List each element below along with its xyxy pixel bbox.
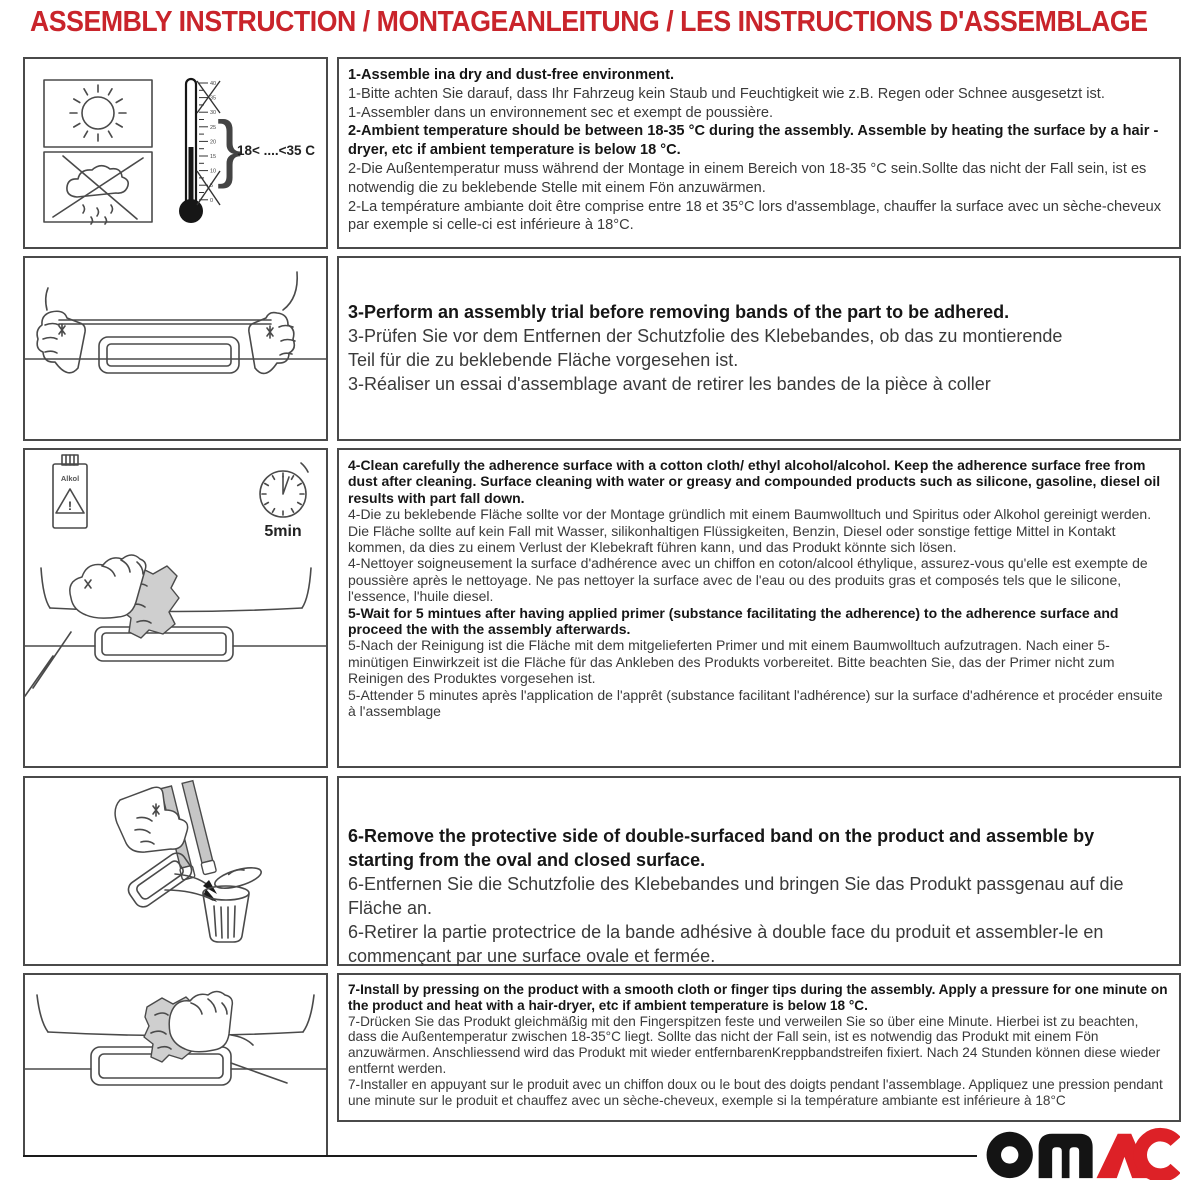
instructions-step-7 <box>337 973 1181 1122</box>
thermometer-icon <box>179 79 315 223</box>
svg-text:0: 0 <box>210 197 214 204</box>
illustration-assembly-trial <box>23 256 328 441</box>
svg-text:20: 20 <box>210 139 217 146</box>
instruction-text: 4-Nettoyer soigneusement la surface d'adhérence avec un chiffon en coton/alcool éthylique, assurez-vous qu'elle est exempte de poussière après le nettoyage. Ne pas nettoyer la surface avec de l'eau ou des produits gras et composés tels que le silicone, l'essence, l'huile diesel. <box>348 555 1148 605</box>
remove-band-drawing <box>25 778 326 964</box>
instruction-text: 3-Perform an assembly trial before removing bands of the part to be adhered. <box>348 302 1010 322</box>
logo-letter-m <box>1039 1134 1093 1178</box>
svg-text:35: 35 <box>210 95 217 102</box>
omac-logo <box>986 1126 1180 1180</box>
alcohol-bottle-icon <box>53 455 87 528</box>
svg-text:40: 40 <box>210 81 217 87</box>
illustration-press-product <box>23 973 328 1157</box>
instruction-text: 5-Nach der Reinigung ist die Fläche mit dem mitgelieferten Primer und mit einem Baumwolltuch aufzutragen. Nach einer 5-minütigen Einwirkzeit ist die Fläche für das Ankleben des Produkts vorbereitet. Bitte beachten Sie, das der Primer nicht zum Reinigen des Produktes vorgesehen ist. <box>348 637 1115 687</box>
svg-text:15: 15 <box>210 154 217 160</box>
instruction-text: 5-Attender 5 minutes après l'application de l'apprêt (substance facilitant l'adhérence) sur la surface d'adhérence et procéder ensuite à l'assemblage <box>348 686 1163 720</box>
illustration-clean-surface <box>23 448 328 768</box>
instructions-step-6 <box>337 776 1181 966</box>
product-piece <box>125 850 195 911</box>
clock-icon <box>260 463 308 540</box>
temperature-range-label: 18< ....<35 C <box>237 143 316 158</box>
instruction-text: 1-Assemble ina dry and dust-free environment. <box>348 67 675 83</box>
trash-can-icon <box>203 864 263 942</box>
instruction-text: 7-Drücken Sie das Produkt gleichmäßig mit den Fingerspitzen feste und verweilen Sie so über eine Minute. Hierbei ist zu beachten, dass die Außentemperatur zwischen 18-35°C liegt. Sollte das nicht der Fall sein, ist es notwendig das Produkt mit einem Fön anzuwärmen. Anschliessend wird das Produkt mit wieder entfernbarenKreppbandstreifen fixiert. Nach 24 Stunden können diese wieder entfernt werden. <box>348 1013 1161 1076</box>
press-product-drawing <box>25 975 326 1155</box>
clean-surface-drawing <box>25 450 326 766</box>
left-hand-icon <box>37 288 85 373</box>
svg-text:10: 10 <box>210 168 217 175</box>
clock-label: 5min <box>264 523 302 540</box>
instruction-text: 6-Retirer la partie protectrice de la bande adhésive à double face du produit et assembler-le en commençant par une surface ovale et fermée. <box>348 922 1104 966</box>
instruction-text: 2-Ambient temperature should be between 18-35 °C during the assembly. Assemble by heating the surface by a hair -dryer, etc if ambient temperature is below 18 °C. <box>348 123 1159 159</box>
instruction-text: 2-La température ambiante doit être comprise entre 18 et 35°C lors d'assemblage, chauffer la surface avec un sèche-cheveux par exemple si celle-ci est inférieure à 18°C. <box>348 198 1162 234</box>
holding-hand-icon <box>115 787 188 852</box>
svg-text:30: 30 <box>210 110 217 117</box>
svg-text:25: 25 <box>210 124 217 131</box>
instructions-step-4-5 <box>337 448 1181 768</box>
instruction-text: 2-Die Außentemperatur muss während der Montage in einem Bereich von 18-35 °C sein.Sollte das nicht der Fall sein, ist es notwendig die zu beklebende Stelle mit einem Fön anzuwärmen. <box>348 160 1147 196</box>
instruction-text: 1-Assembler dans un environnement sec et exempt de poussière. <box>348 104 774 121</box>
logo-letter-c <box>1140 1135 1175 1176</box>
trim-strip <box>59 320 271 324</box>
instruction-text: 6-Entfernen Sie die Schutzfolie des Klebebandes und bringen Sie das Produkt passgenau auf die Fläche an. <box>348 874 1124 918</box>
license-plate-recess <box>99 337 239 373</box>
instruction-text: 7-Install by pressing on the product with a smooth cloth or finger tips during the assembly. Apply a pressure for one minute on the product and heat with a hair-dryer, etc if ambient temperature is below 18 °C. <box>348 982 1168 1013</box>
instruction-text: 4-Die zu beklebende Fläche sollte vor der Montage gründlich mit einem Baumwolltuch und Spiritus oder Alkohol gereinigt werden. Die Fläche sollte auf kein Fall mit Wasser, silikonhaltigen Flüssigkeiten, Benzin, Diesel oder sonstige fettige Mittel in Kontakt kommen, da dies zu einem Verlust der Klebekraft führen kann, und das Produkt könnte sich lösen. <box>348 506 1152 556</box>
wiping-hand-icon <box>25 555 179 696</box>
illustration-remove-protective-band <box>23 776 328 966</box>
instruction-text: 1-Bitte achten Sie darauf, dass Ihr Fahrzeug kein Staub und Feuchtigkeit wie z.B. Regen oder Schnee ausgesetzt ist. <box>348 85 1105 102</box>
bottle-label: Alkol <box>60 474 80 483</box>
sun-icon <box>70 85 126 141</box>
instructions-step-1-2 <box>337 57 1181 249</box>
pressing-hand-icon <box>144 992 253 1063</box>
assembly-trial-drawing <box>25 258 326 439</box>
instruction-text: 3-Prüfen Sie vor dem Entfernen der Schutzfolie des Klebebandes, ob das zu montierende Teil für die zu beklebende Fläche vorgesehen ist. <box>348 326 1063 370</box>
page-title: ASSEMBLY INSTRUCTION / MONTAGEANLEITUNG / LES INSTRUCTIONS D'ASSEMBLAGE <box>30 6 1148 38</box>
climate-conditions-drawing <box>25 59 326 247</box>
instructions-step-3 <box>337 256 1181 441</box>
footer-rule <box>23 1155 977 1157</box>
omac-logo-mark <box>986 1126 1180 1180</box>
instruction-text: 6-Remove the protective side of double-surfaced band on the product and assemble by starting from the oval and closed surface. <box>348 826 1095 870</box>
no-rain-icon <box>53 156 143 224</box>
range-brace: } <box>217 106 242 189</box>
svg-text:5: 5 <box>210 183 214 190</box>
instruction-text: 5-Wait for 5 mintues after having applied primer (substance facilitating the adherence) to the adherence surface and proceed the with the assembly afterwards. <box>348 604 1119 638</box>
logo-letter-o <box>987 1132 1033 1178</box>
instruction-text: 7-Installer en appuyant sur le produit avec un chiffon doux ou le bout des doigts pendant l'assemblage. Appliquez une pression pendant une minute sur le produit et chauffez avec un sèche-cheveux, exemple si la température ambiante est inférieure à 18°C <box>348 1076 1163 1108</box>
instruction-text: 4-Clean carefully the adherence surface with a cotton cloth/ ethyl alcohol/alcohol. Keep the adherence surface free from dust after cleaning. Surface cleaning with water or greasy and compounded products such as silicone, gasoline, diesel oil results with part fall down. <box>348 457 1161 506</box>
warning-exclamation: ! <box>68 499 72 513</box>
illustration-climate-conditions <box>23 57 328 249</box>
instruction-text: 3-Réaliser un essai d'assemblage avant de retirer les bandes de la pièce à coller <box>348 374 991 394</box>
